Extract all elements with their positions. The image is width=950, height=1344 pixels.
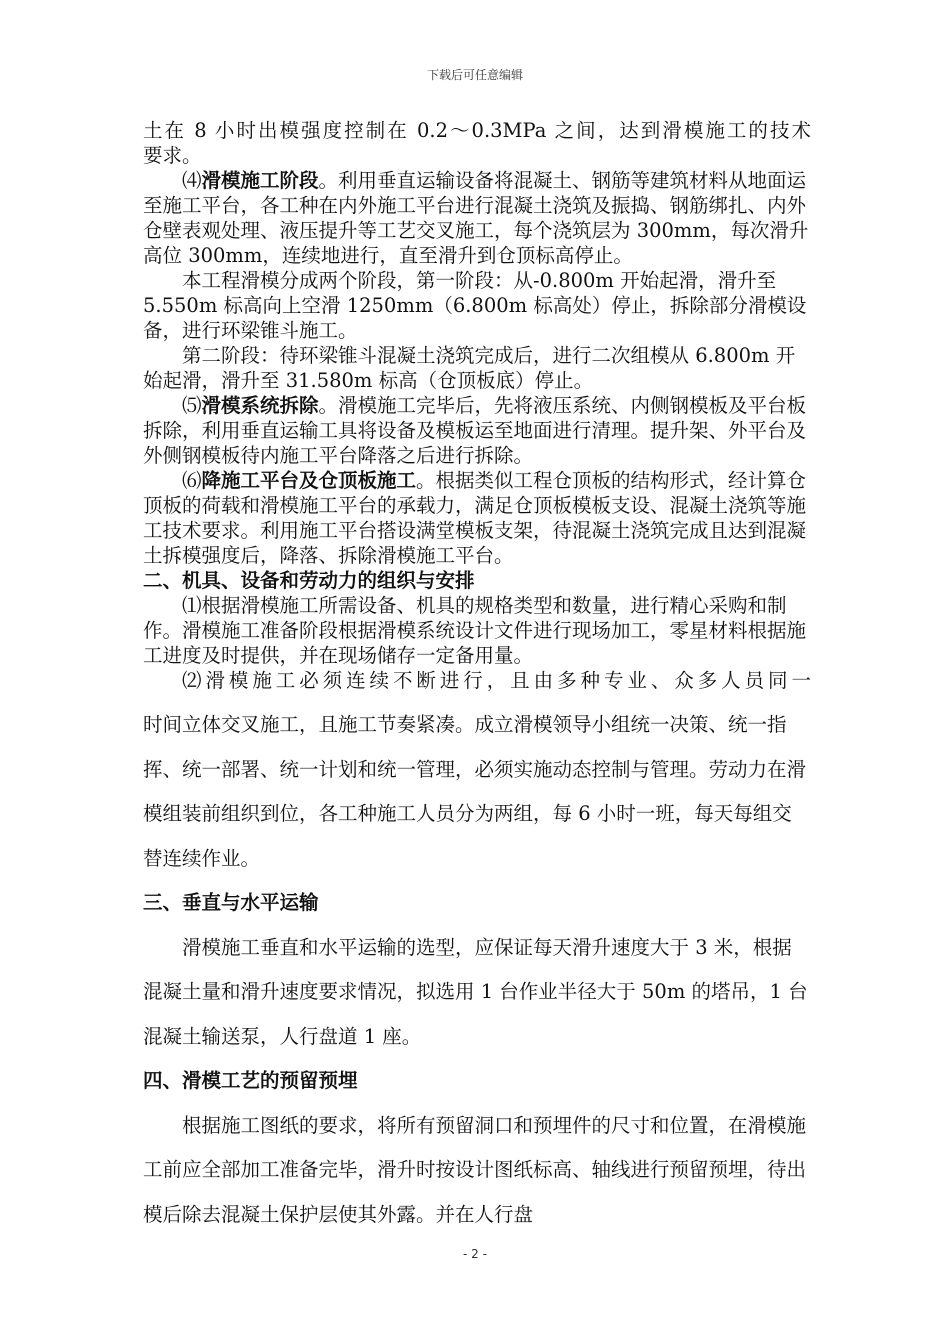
paragraph-equipment-2-first-line: ⑵滑模施工必须连续不断进行，且由多种专业、众多人员同一 bbox=[182, 669, 811, 692]
section-heading-2: 二、机具、设备和劳动力的组织与安排 bbox=[143, 569, 475, 592]
step-text: 。根据类似工程仓顶板的结构形式，经计算仓顶板的荷载和滑模施工平台的承载力，满足仓顶板模板支设、混凝土浇筑等施工技术要求。利用施工平台搭设满堂模板支架，待混凝土浇筑完成且达到混凝土拆模强度后，降落、拆除滑模施工平台。 bbox=[143, 469, 807, 567]
paragraph-transport: 滑模施工垂直和水平运输的选型，应保证每天滑升速度大于 3 米，根据混凝土量和滑升速度要求情况，拟选用 1 台作业半径大于 50m 的塔吊，1 台混凝土输送泵，人行盘道 1 座。 bbox=[143, 935, 808, 1048]
step-number: ⑷ bbox=[182, 169, 202, 192]
paragraph-phase-1: 本工程滑模分成两个阶段，第一阶段：从-0.800m 开始起滑，滑升至 5.550m 标高向上空滑 1250mm（6.800m 标高处）停止，拆除部分滑模设备，进行环梁锥斗施工。 bbox=[143, 269, 807, 342]
page-header: 下载后可任意编辑 bbox=[426, 68, 523, 82]
paragraph-line: 要求。 bbox=[143, 144, 202, 167]
paragraph-step-6 bbox=[143, 468, 811, 568]
paragraph-equipment-1: ⑴根据滑模施工所需设备、机具的规格类型和数量，进行精心采购和制作。滑模施工准备阶段根据滑模系统设计文件进行现场加工，零星材料根据施工进度及时提供，并在现场储存一定备用量。 bbox=[143, 594, 807, 667]
paragraph-phase-2: 第二阶段：待环梁锥斗混凝土浇筑完成后，进行二次组模从 6.800m 开始起滑，滑升至 31.580m 标高（仓顶板底）停止。 bbox=[143, 344, 796, 392]
document-body bbox=[143, 118, 811, 1237]
step-title: 降施工平台及仓顶板施工 bbox=[201, 469, 417, 492]
paragraph-step-5 bbox=[143, 393, 811, 468]
step-text: 。利用垂直运输设备将混凝土、钢筋等建筑材料从地面运至施工平台，各工种在内外施工平台进行混凝土浇筑及振捣、钢筋绑扎、内外仓壁表观处理、液压提升等工艺交叉施工，每个浇筑层为 300mm，每次滑升高位 300mm，连续地进行，直至滑升到仓顶标高停止。 bbox=[143, 169, 809, 267]
step-number: ⑸ bbox=[182, 394, 202, 417]
step-number: ⑹ bbox=[182, 469, 202, 492]
step-title: 滑模系统拆除 bbox=[201, 394, 319, 417]
paragraph-embedding: 根据施工图纸的要求，将所有预留洞口和预埋件的尺寸和位置，在滑模施工前应全部加工准备完毕，滑升时按设计图纸标高、轴线进行预留预埋，待出模后除去混凝土保护层使其外露。并在人行盘 bbox=[143, 1113, 807, 1226]
section-heading-4: 四、滑模工艺的预留预埋 bbox=[143, 1069, 358, 1092]
page-number: - 2 - bbox=[463, 1247, 487, 1261]
paragraph-step-4 bbox=[143, 168, 811, 268]
section-heading-3: 三、垂直与水平运输 bbox=[143, 891, 319, 914]
paragraph-line: 土在 8 小时出模强度控制在 0.2～0.3MPa 之间，达到滑模施工的技术 bbox=[143, 119, 811, 142]
step-text: 。滑模施工完毕后，先将液压系统、内侧钢模板及平台板拆除，利用垂直运输工具将设备及模板运至地面进行清理。提升架、外平台及外侧钢模板待内施工平台降落之后进行拆除。 bbox=[143, 394, 807, 467]
paragraph-equipment-2: 时间立体交叉施工，且施工节奏紧凑。成立滑模领导小组统一决策、统一指挥、统一部署、统一计划和统一管理，必须实施动态控制与管理。劳动力在滑模组装前组织到位，各工种施工人员分为两组，每 6 小时一班，每天每组交替连续作业。 bbox=[143, 713, 807, 870]
step-title: 滑模施工阶段 bbox=[201, 169, 319, 192]
